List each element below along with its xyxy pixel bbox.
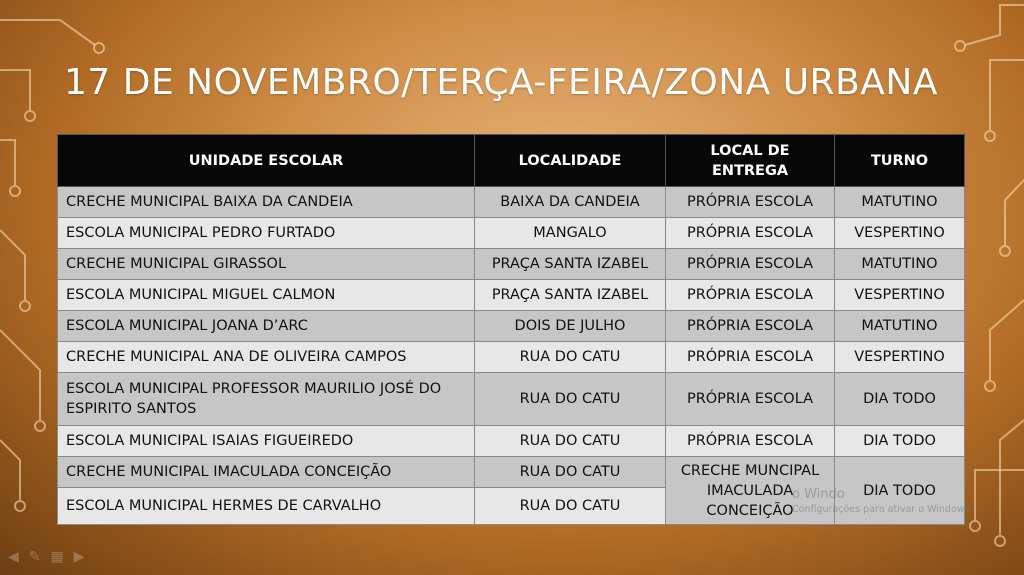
cell-unidade: CRECHE MUNICIPAL GIRASSOL	[58, 249, 475, 280]
cell-unidade: CRECHE MUNICIPAL ANA DE OLIVEIRA CAMPOS	[58, 342, 475, 373]
cell-localidade: RUA DO CATU	[475, 373, 666, 426]
table-header-row	[58, 135, 965, 187]
cell-unidade: CRECHE MUNICIPAL BAIXA DA CANDEIA	[58, 187, 475, 218]
windows-activation-watermark	[792, 487, 973, 516]
table-row	[58, 311, 965, 342]
cell-turno: DIA TODO	[835, 426, 965, 457]
slides-icon[interactable]: ▦	[50, 548, 64, 564]
cell-turno: VESPERTINO	[835, 342, 965, 373]
cell-local-entrega-merged: CRECHE MUNCIPAL IMACULADA CONCEIÇÃO	[666, 457, 835, 525]
cell-unidade: ESCOLA MUNICIPAL JOANA D’ARC	[58, 311, 475, 342]
presentation-controls	[8, 548, 85, 565]
cell-local-entrega: PRÓPRIA ESCOLA	[666, 280, 835, 311]
cell-local-entrega: PRÓPRIA ESCOLA	[666, 373, 835, 426]
cell-localidade: RUA DO CATU	[475, 426, 666, 457]
watermark-line2: Configurações para ativar o Windows.	[792, 503, 973, 515]
cell-turno: MATUTINO	[835, 311, 965, 342]
table-row	[58, 187, 965, 218]
cell-localidade: RUA DO CATU	[475, 342, 666, 373]
cell-turno: VESPERTINO	[835, 280, 965, 311]
cell-turno-merged: DIA TODO	[835, 457, 965, 525]
cell-localidade: DOIS DE JULHO	[475, 311, 666, 342]
table-row	[58, 249, 965, 280]
cell-localidade: RUA DO CATU	[475, 488, 666, 525]
cell-localidade: PRAÇA SANTA IZABEL	[475, 249, 666, 280]
cell-localidade: MANGALO	[475, 218, 666, 249]
header-local-de-entrega: LOCAL DE ENTREGA	[666, 135, 835, 187]
pen-icon[interactable]: ✎	[28, 548, 41, 564]
cell-local-entrega: PRÓPRIA ESCOLA	[666, 342, 835, 373]
cell-local-entrega: PRÓPRIA ESCOLA	[666, 187, 835, 218]
watermark-line1: o Windo	[792, 487, 845, 502]
arrow-left-icon[interactable]: ◀	[8, 548, 19, 564]
table-row	[58, 426, 965, 457]
cell-localidade: PRAÇA SANTA IZABEL	[475, 280, 666, 311]
cell-unidade: ESCOLA MUNICIPAL PEDRO FURTADO	[58, 218, 475, 249]
header-turno: TURNO	[835, 135, 965, 187]
cell-local-entrega: PRÓPRIA ESCOLA	[666, 218, 835, 249]
cell-local-entrega: PRÓPRIA ESCOLA	[666, 426, 835, 457]
cell-unidade: ESCOLA MUNICIPAL ISAIAS FIGUEIREDO	[58, 426, 475, 457]
cell-unidade: ESCOLA MUNICIPAL PROFESSOR MAURILIO JOSÉ DO ESPIRITO SANTOS	[58, 373, 475, 426]
cell-unidade: CRECHE MUNICIPAL IMACULADA CONCEIÇÃO	[58, 457, 475, 488]
cell-local-entrega: PRÓPRIA ESCOLA	[666, 311, 835, 342]
cell-localidade: BAIXA DA CANDEIA	[475, 187, 666, 218]
cell-turno: DIA TODO	[835, 373, 965, 426]
table-row	[58, 342, 965, 373]
table-row	[58, 280, 965, 311]
cell-unidade: ESCOLA MUNICIPAL MIGUEL CALMON	[58, 280, 475, 311]
header-localidade: LOCALIDADE	[475, 135, 666, 187]
cell-turno: MATUTINO	[835, 187, 965, 218]
table-row	[58, 373, 965, 426]
cell-turno: MATUTINO	[835, 249, 965, 280]
table-row	[58, 218, 965, 249]
cell-localidade: RUA DO CATU	[475, 457, 666, 488]
slide-title: 17 DE NOVEMBRO/TERÇA-FEIRA/ZONA URBANA	[64, 62, 938, 103]
cell-turno: VESPERTINO	[835, 218, 965, 249]
table-row	[58, 457, 965, 488]
cell-local-entrega: PRÓPRIA ESCOLA	[666, 249, 835, 280]
cell-unidade: ESCOLA MUNICIPAL HERMES DE CARVALHO	[58, 488, 475, 525]
schedule-table	[57, 134, 965, 525]
header-unidade-escolar: UNIDADE ESCOLAR	[58, 135, 475, 187]
arrow-right-icon[interactable]: ▶	[73, 548, 85, 564]
